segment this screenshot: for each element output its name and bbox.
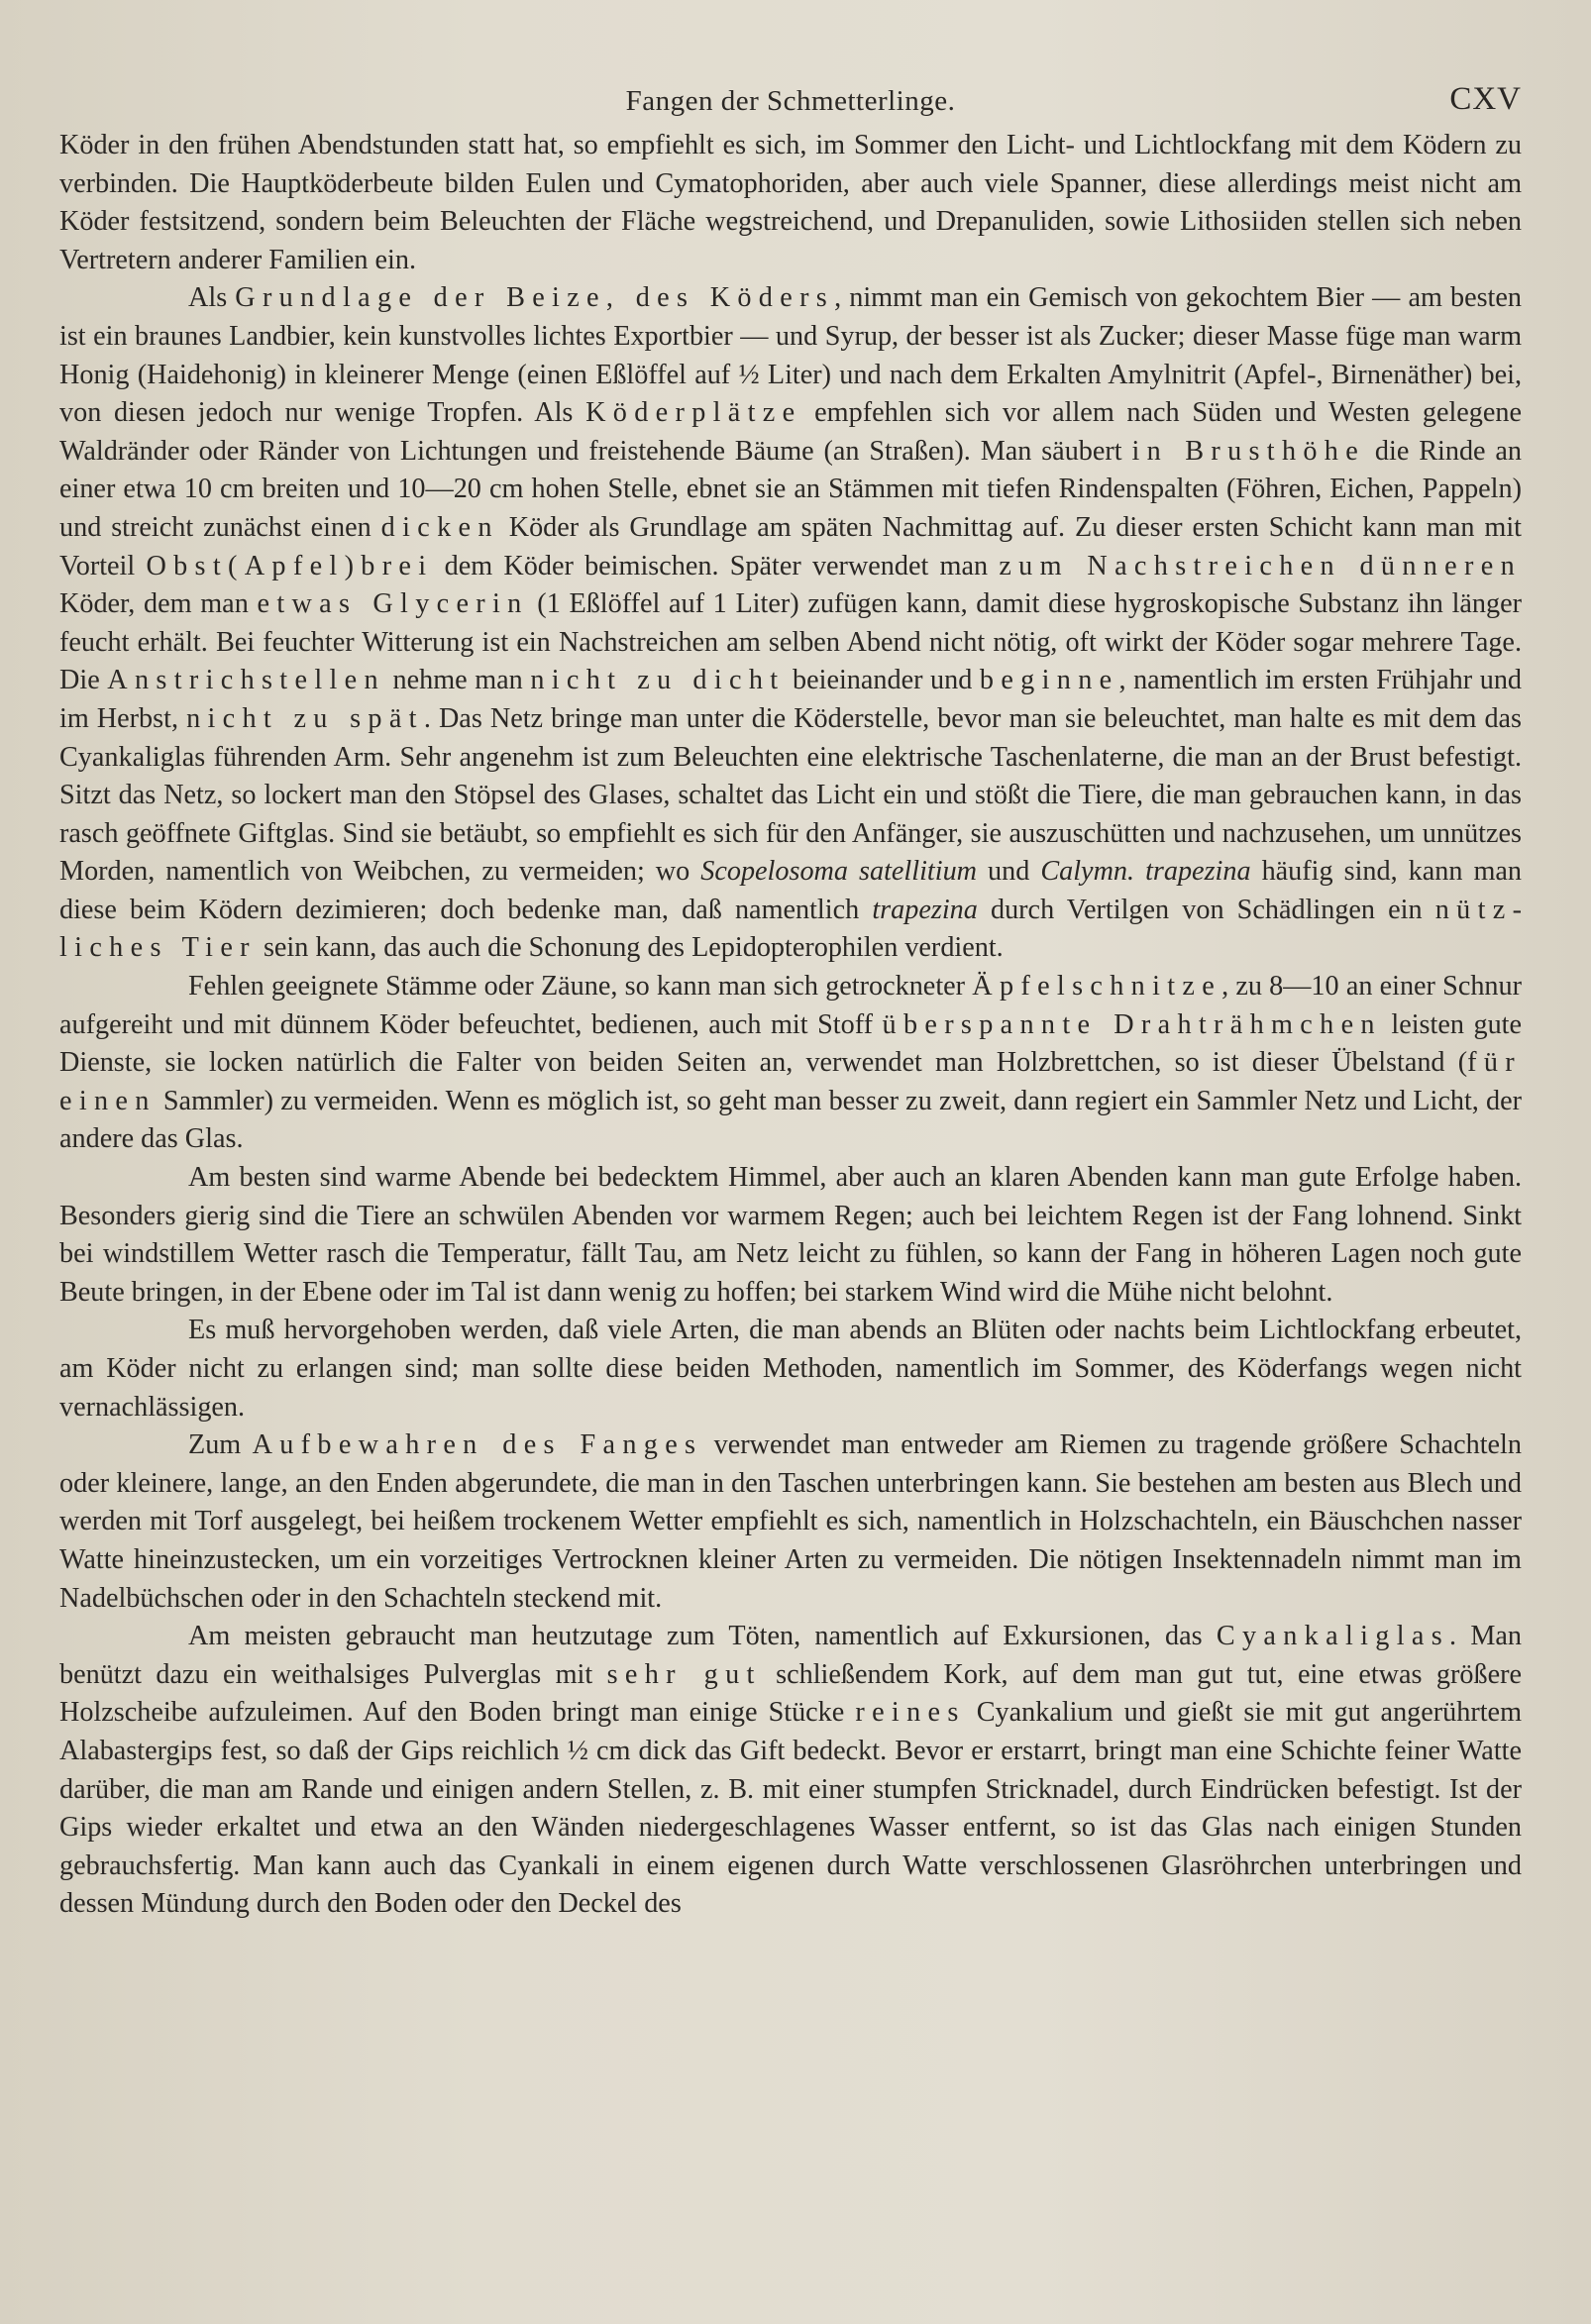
text-run: Köder als Grundlage am späten Nachmittag auf. Zu dieser ersten Schicht kann man mit Vorteil <box>59 511 1522 581</box>
paragraph <box>59 1312 1522 1426</box>
text-run: , namentlich im ersten Frühjahr und im Herbst, <box>59 665 1523 734</box>
text-run: , zu 8—10 an einer Schnur aufgereiht und mit dünnem Köder befeuchtet, bedienen, auch mit Stoff <box>59 971 1522 1040</box>
page-header <box>59 77 1522 123</box>
text-run: . Man benützt dazu ein weithalsiges Pulverglas mit <box>59 1621 1522 1690</box>
text-run: Köder in den frühen Abendstunden statt hat, so empfiehlt es sich, im Sommer den Licht- und Lichtlockfang mit dem Ködern zu verbinden. Die Hauptköderbeute bilden Eulen und Cymatophoriden, aber auch viele Spanner, diese allerdings meist nicht am Köder festsitzend, sondern beim Beleuchten der Fläche wegstreichend, und Drepanuliden, sowie Lithosiiden stellen sich neben Vertretern anderer Familien ein. <box>59 130 1522 275</box>
spaced-emphasis: Äpfelschnitze <box>972 971 1222 1003</box>
spaced-emphasis: Köderplätze <box>585 397 802 429</box>
text-run: sein kann, das auch die Schonung des Lepidopterophilen verdient. <box>256 932 1004 964</box>
italic-species-name: Calymn. trapezina <box>1040 856 1251 888</box>
spaced-emphasis: etwas Glycerin <box>257 588 529 620</box>
spaced-emphasis: Grundlage der Beize, des Köders <box>235 282 835 314</box>
body-text <box>59 127 1522 1924</box>
text-run: und <box>977 856 1041 888</box>
text-run: . Das Netz bringe man unter die Köderstelle, bevor man sie beleuchtet, man halte es mit dem das Cyankaliglas führenden Arm. Sehr angenehm ist zum Beleuchten eine elektrische Taschenlaterne, die man an der Brust befestigt. Sitzt das Netz, so lockert man den Stöpsel des Glases, schaltet das Licht ein und stößt die Tiere, die man gebrauchen kann, in das rasch geöffnete Giftglas. Sind sie betäubt, so empfiehlt es sich für den Anfänger, sie auszuschütten und nachzusehen, um unnützes Morden, namentlich von Weibchen, zu vermeiden; wo <box>59 702 1523 888</box>
paragraph <box>59 968 1522 1159</box>
text-run: dem Köder beimischen. Später verwendet man <box>433 550 1000 581</box>
text-run: schließendem Kork, auf dem man gut tut, eine etwas größere Holzscheibe aufzuleimen. Auf den Boden bringt man einige Stücke <box>59 1658 1523 1729</box>
text-run: Zum <box>188 1429 253 1461</box>
spaced-emphasis: nicht zu dicht <box>530 665 786 696</box>
text-run: Fehlen geeignete Stämme oder Zäune, so kann man sich getrockneter <box>188 971 973 1003</box>
spaced-emphasis: Cyankaliglas <box>1216 1621 1449 1652</box>
spaced-emphasis: Obst(Apfel)brei <box>146 550 434 581</box>
page-number: CXV <box>1449 81 1522 117</box>
spaced-emphasis: zum Nachstreichen dünneren <box>999 550 1522 581</box>
text-run: empfehlen sich vor allem nach Süden und Westen gelegene Waldränder oder Ränder von Lichtungen und freistehende Bäume (an Straßen). Man säubert <box>59 397 1523 467</box>
paragraph <box>59 1159 1522 1312</box>
text-run: die Rinde an einer etwa 10 cm breiten und 10—20 cm hohen Stelle, ebnet sie an Stämmen mit tiefen Rindenspalten (Föhren, Eichen, Pappeln) und streicht zunächst einen <box>59 435 1522 543</box>
spaced-emphasis: beginne <box>979 665 1119 696</box>
text-run: nehme man <box>384 665 531 696</box>
text-run: (1 Eßlöffel auf 1 Liter) zufügen kann, damit diese hygroskopische Substanz ihn länger feucht erhält. Bei feuchter Witterung ist ein Nachstreichen am selben Abend nicht nötig, oft wirkt der Köder sogar mehrere Tage. Die <box>59 588 1522 696</box>
italic-species-name: trapezina <box>872 894 978 925</box>
spaced-emphasis: dicken <box>380 511 499 543</box>
text-run: beieinander und <box>785 665 980 696</box>
spaced-emphasis: Anstrichstellen <box>107 665 385 696</box>
spaced-emphasis: Aufbewahren des Fanges <box>252 1429 703 1461</box>
text-run: Köder, dem man <box>59 588 258 620</box>
running-title: Fangen der Schmetterlinge. <box>625 85 956 117</box>
text-run: Es muß hervorgehoben werden, daß viele Arten, die man abends an Blüten oder nachts beim Lichtlockfang erbeutet, am Köder nicht zu erlangen sind; man sollte diese beiden Methoden, namentlich im Sommer, des Köderfangs wegen nicht vernachlässigen. <box>59 1315 1522 1423</box>
text-run: , nimmt man ein Gemisch von gekochtem Bier — am besten ist ein braunes Landbier, kein kunstvolles lichtes Exportbier — und Syrup, der besser ist als Zucker; dieser Masse füge man warm Honig (Haidehonig) in kleinerer Menge (einen Eßlöffel auf ½ Liter) und nach dem Erkalten Amylnitrit (Apfel-, Birnenäther) bei, von diesen jedoch nur wenige Tropfen. Als <box>59 282 1522 429</box>
paragraph <box>59 1426 1522 1618</box>
text-run: Cyankalium und gießt sie mit gut angerührtem Alabastergips fest, so daß der Gips reichlich ½ cm dick das Gift bedeckt. Bevor er erstarrt, bringt man eine Schichte feiner Watte darüber, die man am Rande und einigen andern Stellen, z. B. mit einer stumpfen Stricknadel, durch Eindrücken befestigt. Ist der Gips wieder erkaltet und etwa an den Wänden niedergeschlagenes Wasser entfernt, so ist das Glas nach einigen Stunden gebrauchsfertig. Man kann auch das Cyankali in einem eigenen durch Watte verschlossenen Glasröhrchen unterbringen und dessen Mündung durch den Boden oder den Deckel des <box>59 1697 1522 1920</box>
text-run: verwendet man entweder am Riemen zu tragende größere Schachteln oder kleinere, lange, an den Enden abgerundete, die man in den Taschen unterbringen kann. Sie bestehen am besten aus Blech und werden mit Torf ausgelegt, bei heißem trockenem Wetter empfiehlt es sich, namentlich in Holzschachteln, ein Bäuschchen nasser Watte hineinzustecken, um ein vorzeitiges Vertrocknen kleiner Arten zu vermeiden. Die nötigen Insektennadeln nimmt man im Nadelbüchschen oder in den Schachteln steckend mit. <box>59 1429 1522 1614</box>
paragraph <box>59 279 1522 968</box>
spaced-emphasis: in Brusthöhe <box>1131 435 1366 467</box>
spaced-emphasis: nützliches Tier <box>59 894 1522 964</box>
text-run: Sammler) zu vermeiden. Wenn es möglich ist, so geht man besser zu zweit, dann regiert ein Sammler Netz und Licht, der andere das Glas. <box>59 1085 1522 1155</box>
paragraph <box>59 127 1522 279</box>
text-run: Am meisten gebraucht man heutzutage zum Töten, namentlich auf Exkursionen, das <box>188 1621 1217 1652</box>
spaced-emphasis: sehr gut <box>606 1658 762 1690</box>
spaced-emphasis: für einen <box>59 1047 1522 1116</box>
text-run: Am besten sind warme Abende bei bedecktem Himmel, aber auch an klaren Abenden kann man gute Erfolge haben. Besonders gierig sind die Tiere an schwülen Abenden vor warmem Regen; auch bei leichtem Regen ist der Fang lohnend. Sinkt bei windstillem Wetter rasch die Temperatur, fällt Tau, am Netz leicht zu fühlen, so kann der Fang in höheren Lagen noch gute Beute bringen, in der Ebene oder im Tal ist dann wenig zu hoffen; bei starkem Wind wird die Mühe nicht belohnt. <box>59 1162 1522 1308</box>
spaced-emphasis: nicht zu spät <box>186 702 424 734</box>
text-run: Als <box>188 282 236 314</box>
text-run: durch Vertilgen von Schädlingen ein <box>977 894 1435 925</box>
text-run: leisten gute Dienste, sie locken natürlich die Falter von beiden Seiten an, verwendet man Holzbrettchen, so ist dieser Übelstand ( <box>59 1008 1523 1079</box>
spaced-emphasis: überspannte Drahträhmchen <box>882 1008 1382 1040</box>
paragraph <box>59 1618 1522 1924</box>
italic-species-name: Scopelosoma satellitium <box>700 856 978 888</box>
spaced-emphasis: reines <box>855 1697 966 1729</box>
text-run: häufig sind, kann man diese beim Ködern dezimieren; doch bedenke man, daß namentlich <box>59 856 1522 925</box>
